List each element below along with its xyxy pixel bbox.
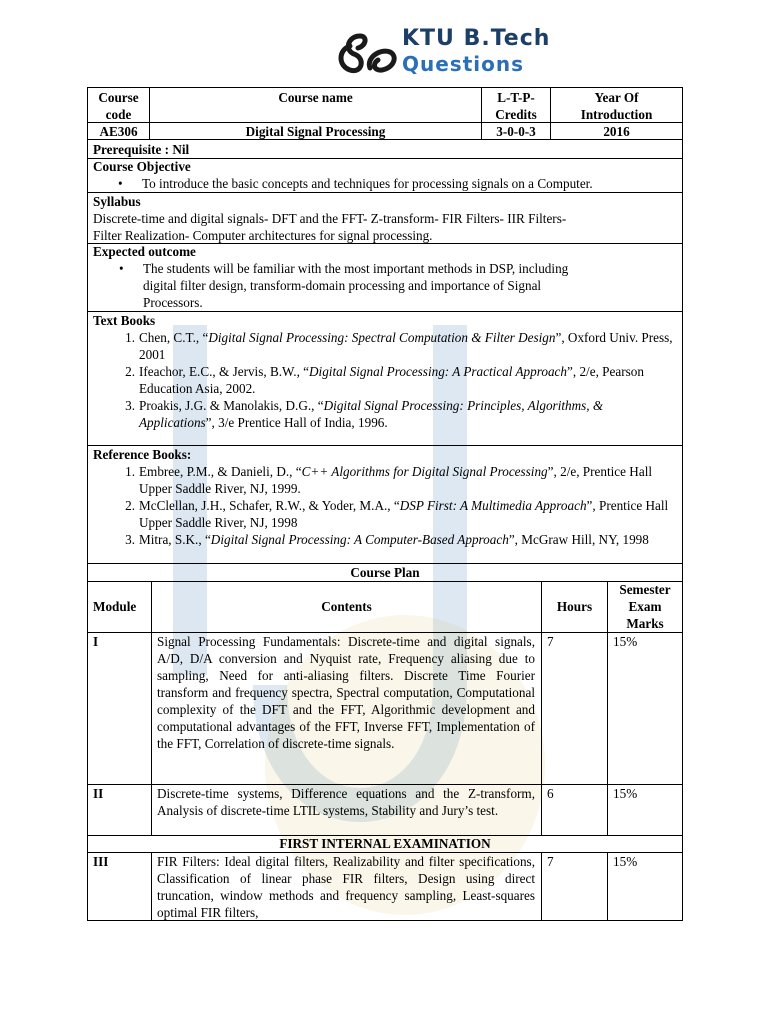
- course-name: Digital Signal Processing: [245, 124, 386, 139]
- contents-header: Contents: [321, 599, 372, 614]
- course-details: [87, 139, 683, 564]
- objective-title: Course Objective: [93, 159, 191, 174]
- outcome-title: Expected outcome: [93, 244, 196, 259]
- text-book-publisher: ”, 3/e Prentice Hall of India, 1996.: [205, 415, 388, 430]
- reference-book-item: [125, 497, 674, 531]
- module-hours: 7: [547, 634, 554, 649]
- module-contents: Discrete-time systems, Difference equations and the Z-transform, Analysis of discrete-time LTIL systems, Stability and Jury’s test.: [157, 786, 535, 818]
- text-book-item: [125, 329, 674, 363]
- module-number: III: [93, 854, 109, 869]
- objective-item: • To introduce the basic concepts and techniques for processing signals on a Computer.: [118, 176, 593, 191]
- module-number: II: [93, 786, 104, 801]
- module-contents: Signal Processing Fundamentals: Discrete-time and digital signals, A/D, D/A conversion and Nyquist rate, Frequency aliasing due to sampling, Need for anti-aliasing filters. Discrete Time Fourier transform and frequency spectra, Spectral computation, Computational complexity of the DFT and the FFT, Algorithmic development and computational advantages of the FFT, Inverse FFT, Implementation of the FFT, Correlation of discrete-time signals.: [157, 634, 535, 751]
- syllabus-line1: Discrete-time and digital signals- DFT and the FFT- Z-transform- FIR Filters- IIR Filters-: [93, 211, 567, 226]
- reference-book-title: DSP First: A Multimedia Approach: [399, 498, 587, 513]
- outcome-line1: The students will be familiar with the most important methods in DSP, including: [143, 261, 569, 276]
- course-plan-table: [87, 563, 683, 921]
- module-marks: 15%: [613, 854, 638, 869]
- text-book-publisher: ”, 2/e, Pearson Education Asia, 2002.: [139, 364, 644, 396]
- marks-header-line3: Marks: [626, 616, 664, 631]
- text-books-list: [125, 329, 674, 431]
- brand-line-2: Questions: [402, 52, 525, 76]
- reference-book-number: 2.: [125, 498, 135, 513]
- module-marks: 15%: [613, 634, 638, 649]
- text-book-item: [125, 397, 674, 431]
- first-internal-exam: FIRST INTERNAL EXAMINATION: [279, 836, 491, 851]
- marks-header-line1: Semester: [619, 582, 671, 597]
- text-book-author: Proakis, J.G. & Manolakis, D.G., “: [139, 398, 324, 413]
- reference-books-list: [125, 463, 674, 548]
- text-book-item: [125, 363, 674, 397]
- outcome-line2: digital filter design, transform-domain processing and importance of Signal: [143, 278, 542, 293]
- text-book-title: Digital Signal Processing: Spectral Computation & Filter Design: [208, 330, 556, 345]
- marks-header-line2: Exam: [628, 599, 662, 614]
- reference-book-title: Digital Signal Processing: A Computer-Based Approach: [210, 532, 509, 547]
- module-hours: 7: [547, 854, 554, 869]
- brand-line-1: KTU B.Tech: [402, 26, 551, 51]
- course-name-header: Course name: [278, 90, 353, 105]
- syllabus-title: Syllabus: [93, 194, 141, 209]
- text-book-number: 1.: [125, 330, 135, 345]
- outcome-line3: Processors.: [143, 295, 203, 310]
- module-hours: 6: [547, 786, 554, 801]
- text-book-author: Chen, C.T., “: [139, 330, 209, 345]
- brand-logo: [336, 24, 606, 82]
- year-header: [551, 89, 682, 123]
- reference-book-item: [125, 463, 674, 497]
- reference-book-publisher: ”, Prentice Hall Upper Saddle River, NJ, 1998: [139, 498, 669, 530]
- reference-book-publisher: ”, 2/e, Prentice Hall Upper Saddle River, NJ, 1999.: [139, 464, 653, 496]
- outcome-item: • The students will be familiar with the most important methods in DSP, including digital filter design, transform-domain processing and importance of Signal Processors.: [143, 260, 678, 311]
- text-book-title: Digital Signal Processing: Principles, Algorithms, & Applications: [139, 398, 604, 430]
- ltp-header: [482, 89, 550, 123]
- ltp-credits: 3-0-0-3: [496, 124, 536, 139]
- text-books-title: Text Books: [93, 313, 156, 328]
- marks-header: [608, 581, 682, 632]
- syllabus-line2: Filter Realization- Computer architectures for signal processing.: [93, 228, 433, 243]
- objective-text: To introduce the basic concepts and techniques for processing signals on a Computer.: [142, 176, 593, 191]
- module-contents: FIR Filters: Ideal digital filters, Realizability and filter specifications, Classification of linear phase FIR filters, Design using direct truncation, window methods and frequency sampling, Least-squares optimal FIR filters,: [157, 854, 535, 920]
- prerequisite: Prerequisite : Nil: [93, 142, 190, 157]
- year-header-line2: Introduction: [580, 107, 653, 122]
- course-code-header-line2: code: [105, 107, 132, 122]
- year-of-introduction: 2016: [603, 124, 630, 139]
- course-code-header: [88, 89, 149, 123]
- course-code-header-line1: Course: [98, 90, 139, 105]
- ltp-header-line2: Credits: [495, 107, 537, 122]
- reference-books-title: Reference Books:: [93, 447, 192, 462]
- module-header: Module: [93, 599, 137, 614]
- text-book-title: Digital Signal Processing: A Practical Approach: [309, 364, 568, 379]
- year-header-line1: Year Of: [594, 90, 639, 105]
- reference-book-author: McClellan, J.H., Schafer, R.W., & Yoder, M.A., “: [139, 498, 400, 513]
- module-number: I: [93, 634, 99, 649]
- ltp-header-line1: L-T-P-: [497, 90, 535, 105]
- logo-swirl-icon: [336, 24, 400, 80]
- reference-book-author: Mitra, S.K., “: [139, 532, 211, 547]
- reference-book-author: Embree, P.M., & Danieli, D., “: [139, 464, 302, 479]
- reference-book-item: [125, 531, 674, 548]
- course-code: AE306: [99, 124, 138, 139]
- text-book-author: Ifeachor, E.C., & Jervis, B.W., “: [139, 364, 310, 379]
- reference-book-publisher: ”, McGraw Hill, NY, 1998: [508, 532, 649, 547]
- hours-header: Hours: [556, 599, 593, 614]
- reference-book-number: 3.: [125, 532, 135, 547]
- course-plan-title: Course Plan: [350, 565, 420, 580]
- text-book-publisher: ”, Oxford Univ. Press, 2001: [139, 330, 673, 362]
- module-marks: 15%: [613, 786, 638, 801]
- text-book-number: 3.: [125, 398, 135, 413]
- course-table: [87, 87, 683, 140]
- reference-book-number: 1.: [125, 464, 135, 479]
- reference-book-title: C++ Algorithms for Digital Signal Processing: [301, 464, 548, 479]
- text-book-number: 2.: [125, 364, 135, 379]
